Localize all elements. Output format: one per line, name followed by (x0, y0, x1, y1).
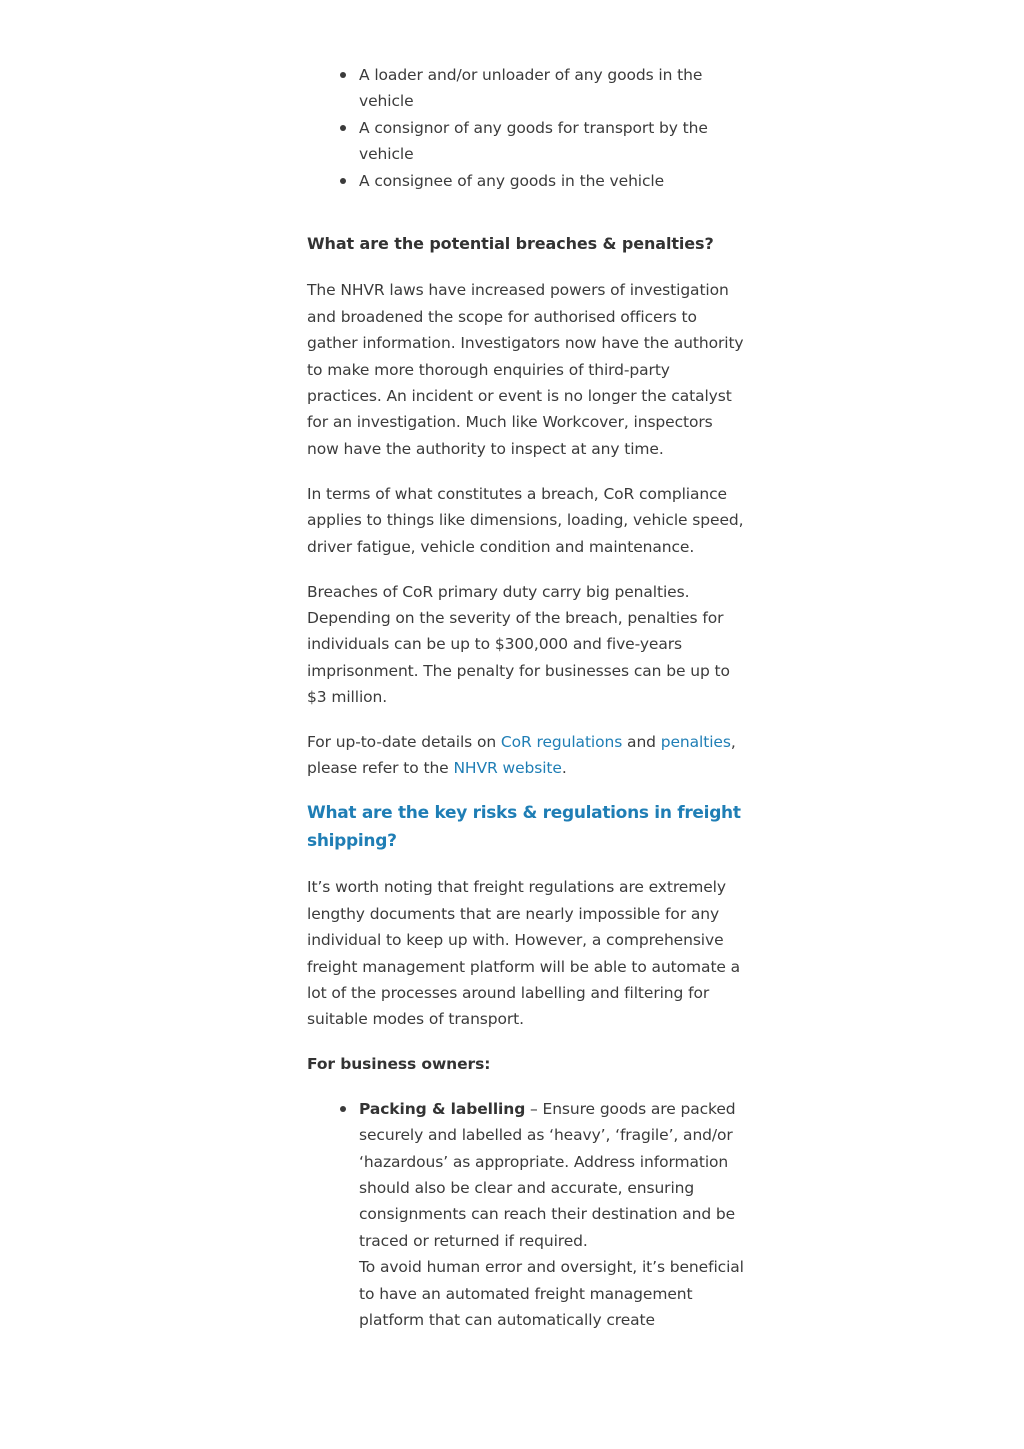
business-owners-subheading: For business owners: (307, 1055, 491, 1074)
text-span: For up-to-date details on (307, 733, 501, 752)
risks-heading: What are the key risks & regulations in freight shipping? (307, 803, 741, 851)
parties-list (307, 62, 747, 194)
penalties-link[interactable]: penalties (660, 733, 731, 752)
list-item: A consignor of any goods for transport by the vehicle (359, 115, 747, 168)
item-title: Packing & labelling (359, 1099, 526, 1118)
article-column (307, 62, 747, 1333)
breaches-paragraph-4 (307, 729, 747, 782)
nhvr-website-link[interactable]: NHVR website (453, 759, 562, 778)
cor-regulations-link[interactable]: CoR regulations (500, 733, 623, 752)
text-span: and (622, 733, 661, 752)
risks-paragraph-1: It’s worth noting that freight regulations are extremely lengthy documents that are nearly impossible for any individual to keep up with. However, a comprehensive freight management platform will be able to automate a lot of the processes around labelling and filtering for suitable modes of transport. (307, 878, 741, 1029)
text-span: . (561, 759, 567, 778)
breaches-paragraph-3: Breaches of CoR primary duty carry big penalties. Depending on the severity of the breach, penalties for individuals can be up to $300,000 and five-years imprisonment. The penalty for businesses can be up to $3 million. (307, 582, 730, 707)
item-text-continued: To avoid human error and oversight, it’s beneficial to have an automated freight management platform that can automatically create (359, 1258, 744, 1329)
business-owners-list (307, 1096, 747, 1334)
list-item: A loader and/or unloader of any goods in the vehicle (359, 62, 747, 115)
breaches-heading: What are the potential breaches & penalties? (307, 234, 714, 254)
item-text: – Ensure goods are packed securely and labelled as ‘heavy’, ‘fragile’, and/or ‘hazardous’ as appropriate. Address information should also be clear and accurate, ensuring consignments can reach their destination and be traced or returned if required. (359, 1099, 736, 1250)
list-item (359, 1096, 747, 1334)
text-span: , please refer to the (307, 733, 736, 778)
breaches-paragraph-2: In terms of what constitutes a breach, CoR compliance applies to things like dimensions, loading, vehicle speed, driver fatigue, vehicle condition and maintenance. (307, 484, 744, 556)
list-item: A consignee of any goods in the vehicle (359, 168, 747, 194)
breaches-paragraph-1: The NHVR laws have increased powers of investigation and broadened the scope for authorised officers to gather information. Investigators now have the authority to make more thorough enquiries of third-party practices. An incident or event is no longer the catalyst for an investigation. Much like Workcover, inspectors now have the authority to inspect at any time. (307, 281, 744, 458)
